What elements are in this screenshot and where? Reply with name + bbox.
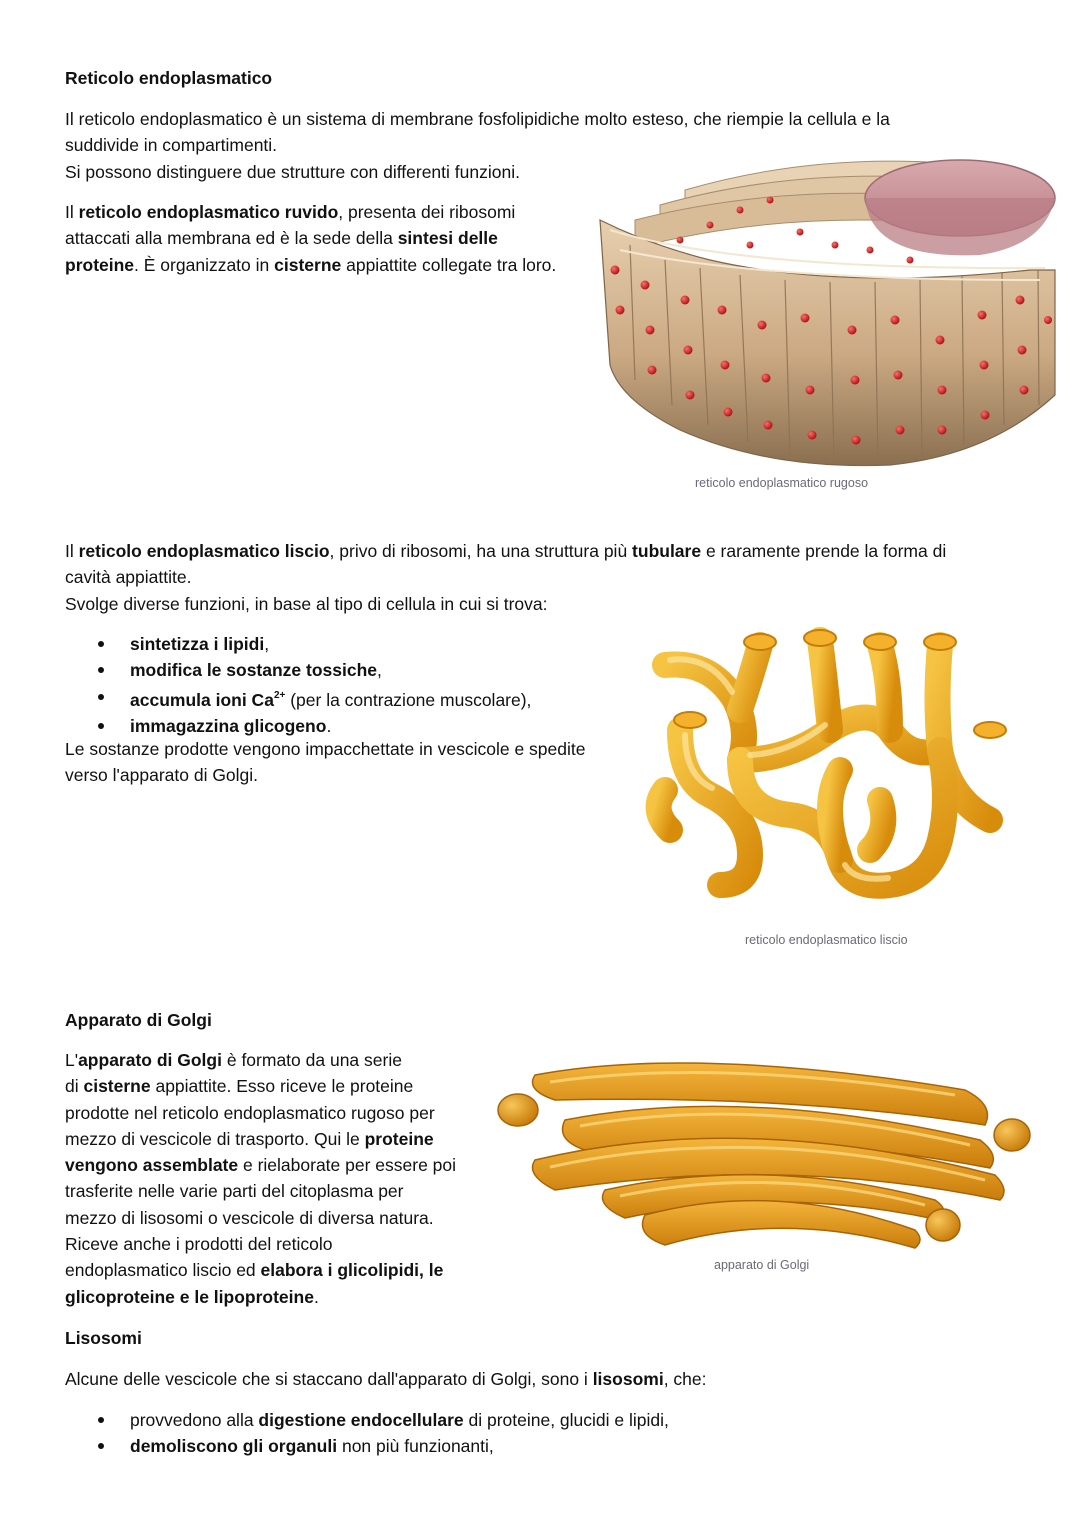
list-item: modifica le sostanze tossiche,: [65, 657, 531, 683]
golgi-caption: apparato di Golgi: [714, 1258, 810, 1272]
section-title-er: Reticolo endoplasmatico: [65, 68, 273, 88]
golgi-illustration: [495, 1050, 1040, 1265]
list-item: immagazzina glicogeno.: [65, 713, 531, 739]
list-item: demoliscono gli organuli non più funzionanti,: [65, 1433, 669, 1459]
rough-er-paragraph: Il reticolo endoplasmatico ruvido, presenta dei ribosomi attaccati alla membrana ed è la sede della sintesi delle proteine. È organizzato in cisterne appiattite collegate tra loro.: [65, 202, 557, 275]
section-title-lysosomes: Lisosomi: [65, 1328, 142, 1348]
smooth-er-functions-list: [65, 631, 531, 739]
smooth-er-illustration: [640, 620, 1020, 915]
section-title-golgi: Apparato di Golgi: [65, 1010, 212, 1030]
golgi-paragraph: L'apparato di Golgi è formato da una serie di cisterne appiattite. Esso riceve le proteine prodotte nel reticolo endoplasmatico rugoso per mezzo di vescicole di trasporto. Qui le proteine vengono assemblate e rielaborate per essere poi trasferite nelle varie parti del citoplasma per mezzo di lisosomi o vescicole di diversa natura. Riceve anche i prodotti del reticolo endoplasmatico liscio ed elabora i glicolipidi, le glicoproteine e le lipoproteine.: [65, 1050, 457, 1307]
smooth-er-after: Le sostanze prodotte vengono impacchettate in vescicole e spedite verso l'apparato di Golgi.: [65, 739, 586, 786]
rough-er-illustration: [590, 150, 1065, 475]
er-intro-line-1: Il reticolo endoplasmatico è un sistema di membrane fosfolipidiche molto esteso, che riempie la cellula e la: [65, 109, 890, 129]
list-item: sintetizza i lipidi,: [65, 631, 531, 657]
er-intro-line-3: Si possono distinguere due strutture con differenti funzioni.: [65, 161, 520, 182]
lysosomes-list: [65, 1407, 669, 1460]
list-item: accumula ioni $Ca^{2+}$ (per la contrazione muscolare),: [65, 684, 531, 713]
er-intro-line-2: suddivide in compartimenti.: [65, 135, 278, 156]
lysosomes-intro: Alcune delle vescicole che si staccano dall'apparato di Golgi, sono i lisosomi, che:: [65, 1369, 707, 1389]
smooth-er-paragraph: Il reticolo endoplasmatico liscio, privo di ribosomi, ha una struttura più tubulare e raramente prende la forma di cavità appiattite. Svolge diverse funzioni, in base al tipo di cellula in cui si trova:: [65, 541, 947, 614]
list-item: provvedono alla digestione endocellulare di proteine, glucidi e lipidi,: [65, 1407, 669, 1433]
smooth-er-caption: reticolo endoplasmatico liscio: [745, 933, 908, 947]
rough-er-caption: reticolo endoplasmatico rugoso: [695, 476, 869, 490]
